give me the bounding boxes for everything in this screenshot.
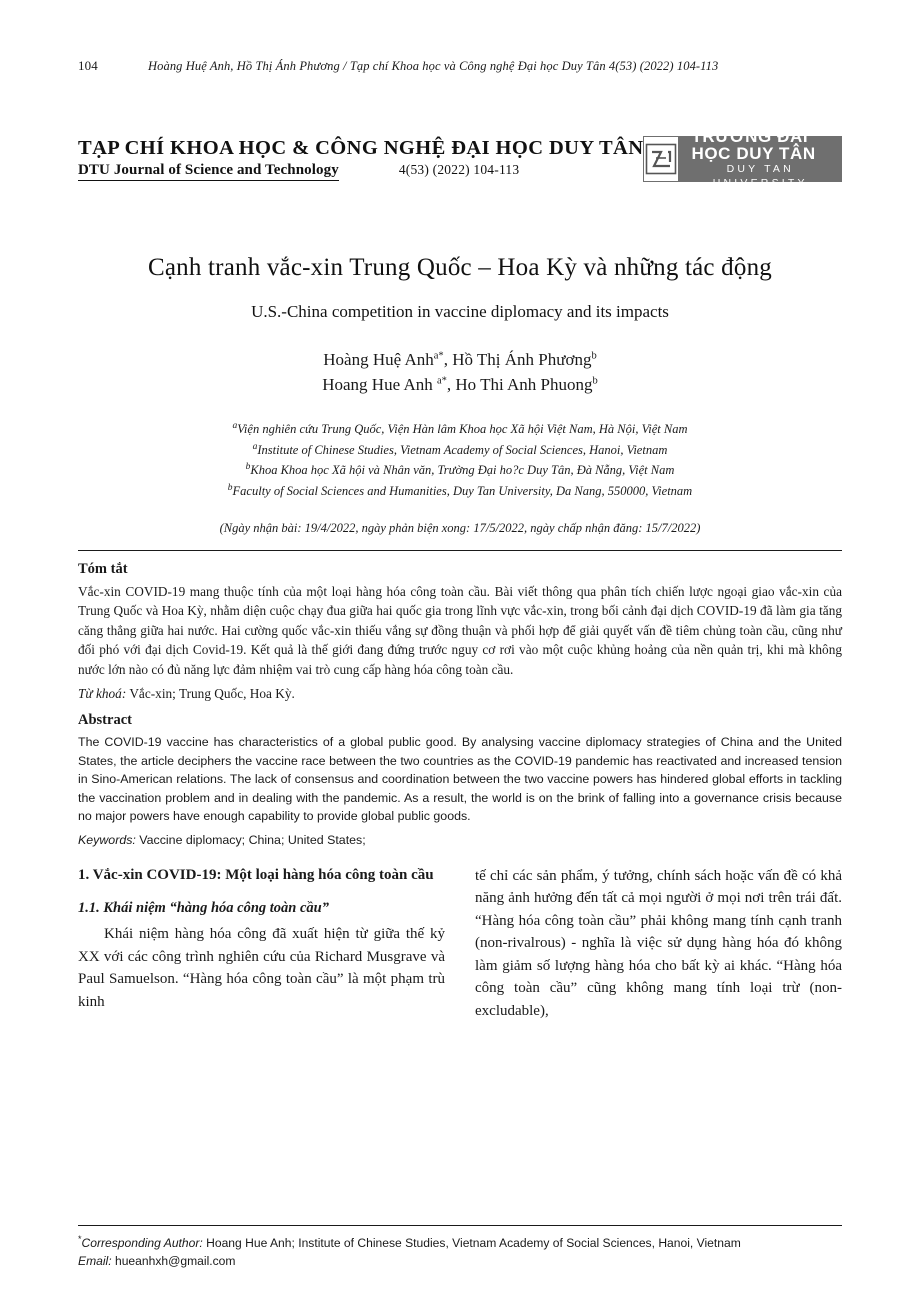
journal-title-vn: TẠP CHÍ KHOA HỌC & CÔNG NGHỆ ĐẠI HỌC DUY TÂN: [78, 137, 644, 159]
keywords-en: [78, 833, 842, 847]
university-emblem-icon: [644, 137, 679, 181]
email-note: [78, 1254, 842, 1268]
author-2-name-vn: , Hồ Thị Ánh Phương: [443, 350, 592, 369]
section-1-heading: 1. Vắc-xin COVID-19: Một loại hàng hóa công toàn cầu: [78, 866, 434, 883]
journal-title-en: DTU Journal of Science and Technology: [78, 162, 339, 181]
affiliation-sup: b: [227, 482, 233, 493]
divider-rule: [78, 550, 842, 551]
affiliation-text: Faculty of Social Sciences and Humanities, Duy Tan University, Da Nang, 550000, Vietnam: [232, 483, 693, 498]
abstract-en-body: The COVID-19 vaccine has characteristics of a global public good. By analysing vaccine diplomacy strategies of China and the United States, the article deciphers the vaccine race between the two countries as the COVID-19 pandemic has reactivated and increased tension in Sino-American relations. The lack of consensus and coordination between the two vaccine powers has hindered global efforts in tackling the vaccination problem and in dealing with the pandemic. As a result, the world is on the brink of falling into a governance crisis because no major powers have enough capability to provide global public goods.: [78, 734, 842, 824]
author-2-name-en: , Ho Thi Anh Phuong: [446, 374, 593, 394]
affiliation-sup: a: [252, 441, 258, 452]
paper-title-vn: Cạnh tranh vắc-xin Trung Quốc – Hoa Kỳ và những tác động: [148, 254, 772, 281]
author-2-sup-vn: b: [591, 350, 597, 362]
affiliation-item: [78, 419, 842, 439]
keywords-vn-label: Từ khoá:: [78, 685, 127, 701]
author-1-name-en: Hoang Hue Anh: [322, 374, 437, 394]
paragraph: Khái niệm hàng hóa công đã xuất hiện từ giữa thế kỷ XX với các công trình nghiên cứu của Richard Musgrave và Paul Samuelson. “Hàng hóa công toàn cầu” là một phạm trù kinh: [78, 926, 445, 1010]
abstract-vn-body: Vắc-xin COVID-19 mang thuộc tính của một loại hàng hóa công toàn cầu. Bài viết thông qua phân tích chiến lược ngoại giao vắc-xin của Trung Quốc và Hoa Kỳ, nhằm diện cuộc chạy đua giữa hai quốc gia trong lĩnh vực vắc-xin, trong bối cảnh đại dịch COVID-19 đã làm gia tăng căng thẳng giữa hai nước. Hai cường quốc vắc-xin thiếu vắng sự đồng thuận và phối hợp để giải quyết vấn đề tiêm chủng toàn cầu, cũng như đối phó với đại dịch Covid-19. Kết quả là thế giới đang đứng trước nguy cơ rơi vào một cuộc khủng hoảng của nền quản trị, khi mà không nước lớn nào có đủ năng lực đảm nhiệm vai trò cung cấp hàng hóa công toàn cầu.: [78, 583, 842, 677]
paragraph: tế chỉ các sản phẩm, ý tưởng, chính sách hoặc vấn đề có khả năng ảnh hưởng đến tất cả mọi người ở mọi nơi trên trái đất. “Hàng hóa công toàn cầu” phải không mang tính cạnh tranh (non-rivalrous) - nghĩa là việc sử dụng hàng hóa đó không làm giảm số lượng hàng hóa cho bất kỳ ai khác. “Hàng hóa công toàn cầu” cũng không mang tính loại trừ (non-excludable),: [475, 867, 842, 1019]
column-left: [78, 865, 445, 1023]
email-label: Email:: [78, 1254, 112, 1268]
page-number: 104: [78, 58, 98, 73]
running-head: [78, 58, 842, 74]
affiliation-text: Institute of Chinese Studies, Vietnam Academy of Social Sciences, Hanoi, Vietnam: [257, 442, 668, 457]
abstract-en-heading: Abstract: [78, 711, 132, 728]
corresponding-author-label: Corresponding Author:: [81, 1235, 203, 1250]
title-block: [78, 254, 842, 536]
keywords-vn-list: Vắc-xin; Trung Quốc, Hoa Kỳ.: [126, 685, 295, 701]
footnote-marker: *: [78, 1233, 82, 1244]
body-columns: [78, 865, 842, 1023]
corresponding-author-note: [78, 1233, 842, 1252]
journal-subtitle-row: [78, 162, 643, 181]
affiliation-item: [78, 460, 842, 480]
abstract-vn-heading: Tóm tắt: [78, 560, 128, 577]
affiliation-sup: b: [245, 462, 251, 473]
footnote-rule: [78, 1225, 842, 1226]
keywords-en-label: Keywords:: [78, 832, 136, 847]
university-logo-text: [679, 126, 841, 189]
affiliation-text: Viện nghiên cứu Trung Quốc, Viện Hàn lâm Khoa học Xã hội Việt Nam, Hà Nội, Việt Nam: [237, 422, 688, 437]
affiliation-item: [78, 481, 842, 501]
author-list: [78, 348, 842, 397]
email-address[interactable]: hueanhxh@gmail.com: [111, 1254, 236, 1268]
keywords-vn: [78, 686, 842, 702]
affiliation-sup: a: [232, 421, 238, 432]
section-1-1-heading: 1.1. Khái niệm “hàng hóa công toàn cầu”: [78, 900, 329, 917]
footnote-block: [78, 1225, 842, 1268]
issue-citation: 4(53) (2022) 104-113: [398, 162, 520, 177]
column-right: [475, 865, 842, 1023]
paper-title-en: U.S.-China competition in vaccine diplomacy and its impacts: [251, 302, 669, 321]
running-head-text: Hoàng Huệ Anh, Hồ Thị Ánh Phương / Tạp chí Khoa học và Công nghệ Đại học Duy Tân 4(53) (2022) 104-113: [148, 59, 719, 73]
author-1-sup-vn: a*: [433, 350, 444, 362]
author-line-vn: [78, 348, 842, 373]
affiliation-text: Khoa Khoa học Xã hội và Nhân văn, Trường Đại ho?c Duy Tân, Đà Nẵng, Việt Nam: [250, 463, 675, 478]
corresponding-author-text: Hoang Hue Anh; Institute of Chinese Studies, Vietnam Academy of Social Sciences, Hanoi, Vietnam: [202, 1235, 741, 1250]
author-2-sup-en: b: [592, 374, 598, 386]
submission-dates: (Ngày nhận bài: 19/4/2022, ngày phản biện xong: 17/5/2022, ngày chấp nhận đăng: 15/7/2022): [219, 520, 701, 535]
university-name-vn: TRƯỜNG ĐẠI HỌC DUY TÂN: [691, 126, 816, 164]
affiliation-list: [78, 419, 842, 501]
journal-masthead: [78, 126, 842, 189]
affiliation-item: [78, 440, 842, 460]
author-1-name-vn: Hoàng Huệ Anh: [323, 350, 434, 369]
masthead-text-block: [78, 137, 643, 181]
university-name-en: DUY TAN UNIVERSITY: [712, 163, 808, 189]
keywords-en-list: Vaccine diplomacy; China; United States;: [135, 832, 366, 847]
university-logo: [643, 126, 842, 189]
author-1-sup-en: a*: [436, 374, 447, 386]
author-line-en: [78, 373, 842, 398]
